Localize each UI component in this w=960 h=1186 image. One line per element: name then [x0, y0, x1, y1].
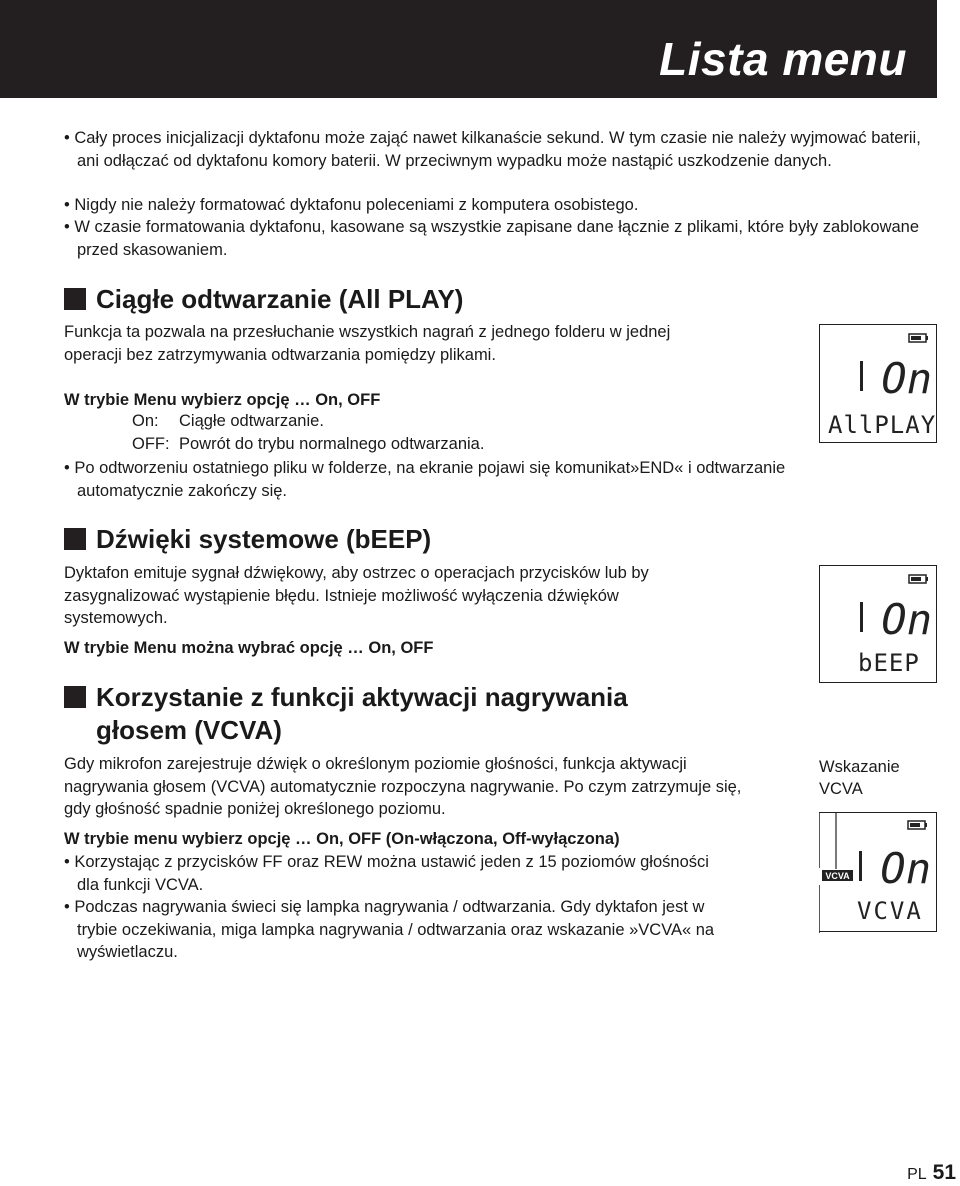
label-line: Wskazanie: [819, 758, 900, 776]
vcva-bullet-1: • Korzystając z przycisków FF oraz REW można ustawić jeden z 15 poziomów głośności dla funkcji VCVA.: [64, 853, 709, 894]
lcd-label: AllPLAY: [828, 411, 937, 439]
vcva-bullet-2: • Podczas nagrywania świeci się lampka nagrywania / odtwarzania. Gdy dyktafon jest w trybie oczekiwania, miga lampka nagrywania / odtwarzania oraz wskazanie »VCVA« na wyświetlaczu.: [64, 898, 715, 961]
lcd-graphic: [820, 325, 938, 444]
intro-bullet-3: • W czasie formatowania dyktafonu, kasowane są wszystkie zapisane dane łącznie z plikami, które były zablokowane przed skasowaniem.: [64, 218, 920, 259]
lcd-graphic: [820, 566, 938, 684]
section-square-icon: [64, 288, 86, 310]
section-title-text: Korzystanie z funkcji aktywacji nagrywania: [96, 682, 628, 712]
page-title: Lista menu: [659, 33, 907, 85]
lcd-label: VCVA: [857, 897, 923, 925]
lcd-display-vcva: [819, 812, 937, 932]
allplay-bullet: • Po odtworzeniu ostatniego pliku w folderze, na ekranie pojawi się komunikat»END« i odtwarzanie automatycznie zakończy się.: [64, 459, 786, 500]
page-number-value: 51: [932, 1161, 956, 1184]
vcva-badge-text: VCVA: [825, 871, 850, 881]
allplay-option-line: W trybie Menu wybierz opcję … On, OFF: [64, 391, 381, 409]
section-title-vcva: [64, 681, 628, 714]
vcva-indicator-label: [819, 756, 900, 800]
option-key: On:: [132, 412, 159, 430]
section-square-icon: [64, 528, 86, 550]
vcva-description: Gdy mikrofon zarejestruje dźwięk o określonym poziomie głośności, funkcja aktywacji nagrywania głosem (VCVA) automatycznie rozpoczyna nagrywanie. Po czym zatrzymuje się, gdy głośność spadnie poniżej określonego poziomu.: [64, 755, 742, 818]
option-text: Ciągłe odtwarzanie.: [179, 412, 324, 430]
lcd-value: On: [881, 354, 932, 403]
section-title-beep: [64, 523, 431, 556]
section-square-icon: [64, 686, 86, 708]
allplay-description: Funkcja ta pozwala na przesłuchanie wszystkich nagrań z jednego folderu w jednej operacji bez zatrzymywania odtwarzania pomiędzy plikami.: [64, 323, 671, 364]
option-key: OFF:: [132, 435, 170, 453]
beep-option-line: W trybie Menu można wybrać opcję … On, OFF: [64, 639, 434, 657]
allplay-option-on: [132, 412, 324, 431]
battery-icon: [909, 334, 928, 342]
lcd-graphic: [819, 813, 937, 933]
section-title-text: Ciągłe odtwarzanie (All PLAY): [96, 284, 464, 314]
section-title-allplay: [64, 283, 463, 316]
battery-icon: [909, 575, 928, 583]
lcd-value: On: [880, 844, 931, 893]
page-number: [907, 1161, 956, 1185]
lcd-display-allplay: [819, 324, 937, 443]
lcd-value: On: [881, 595, 932, 644]
option-text: Powrót do trybu normalnego odtwarzania.: [179, 435, 485, 453]
beep-description: Dyktafon emituje sygnał dźwiękowy, aby ostrzec o operacjach przycisków lub by zasygnalizować wystąpienie błędu. Istnieje możliwość wyłączenia dźwięków systemowych.: [64, 564, 649, 627]
label-line: VCVA: [819, 780, 863, 798]
intro-bullet-1: • Cały proces inicjalizacji dyktafonu może zająć nawet kilkanaście sekund. W tym czasie nie należy wyjmować baterii, ani odłączać od dyktafonu komory baterii. W przeciwnym wypadku może nastąpić uszkodzenie danych.: [64, 129, 921, 170]
lcd-label: bEEP: [858, 649, 920, 677]
intro-bullet-2: • Nigdy nie należy formatować dyktafonu poleceniami z komputera osobistego.: [64, 196, 639, 214]
section-title-text: Dźwięki systemowe (bEEP): [96, 524, 432, 554]
allplay-option-off: [132, 435, 484, 454]
header-bar: [0, 0, 937, 98]
language-code: PL: [907, 1166, 927, 1183]
lcd-display-beep: [819, 565, 937, 683]
vcva-option-line: W trybie menu wybierz opcję … On, OFF (On-włączona, Off-wyłączona): [64, 830, 620, 848]
section-title-vcva-line2: głosem (VCVA): [96, 715, 282, 745]
battery-icon: [908, 821, 927, 829]
